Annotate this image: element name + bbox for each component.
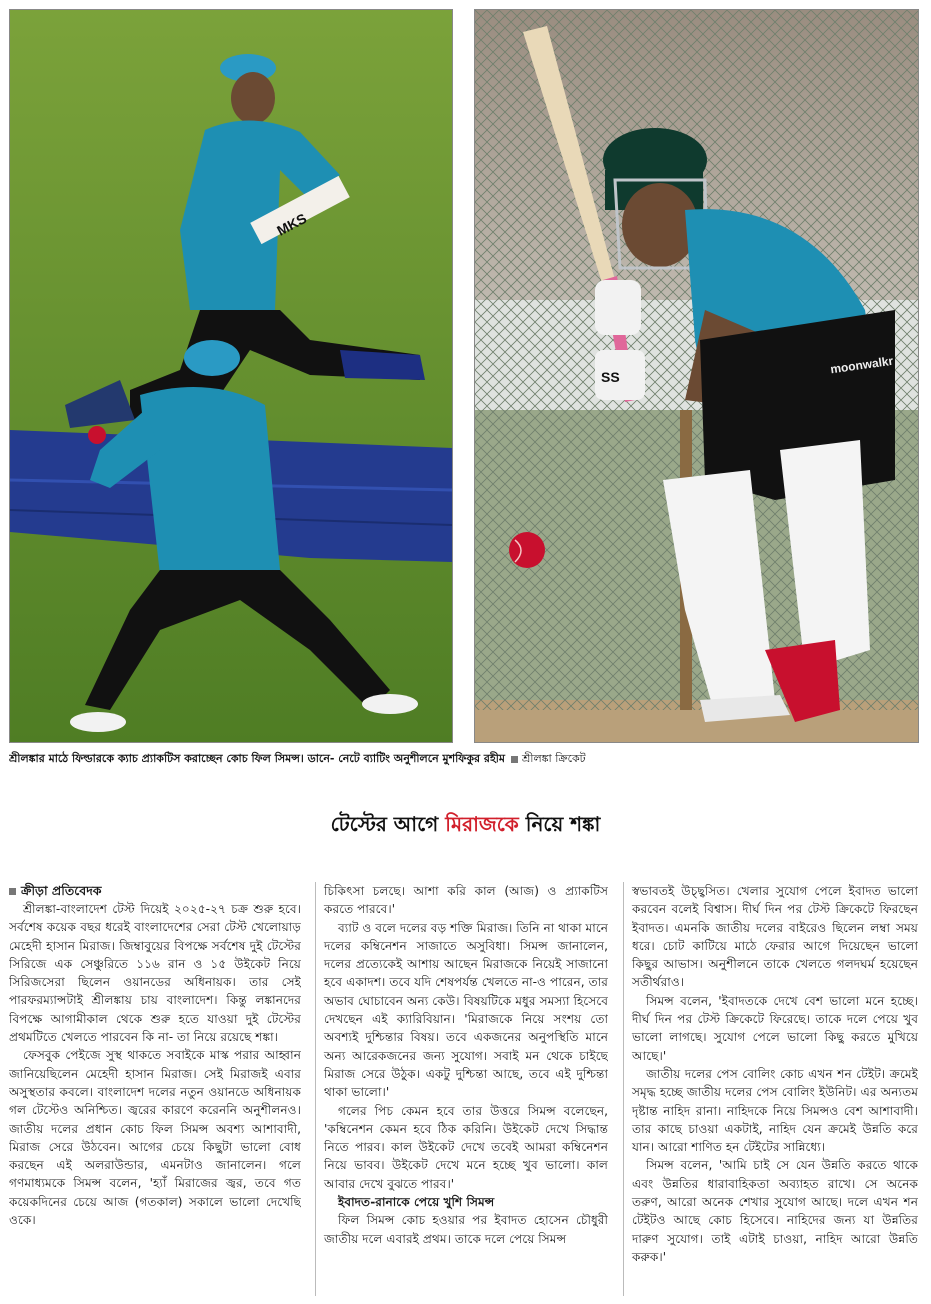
photo-caption (9, 751, 917, 767)
pad-brand-text: moonwalkr (829, 353, 895, 377)
photo-left-illustration (10, 10, 452, 742)
headline-part-1: টেস্টের আগে (330, 812, 446, 836)
caption-separator (511, 756, 518, 763)
headline-part-3: নিয়ে শঙ্কা (518, 812, 601, 836)
paragraph: শ্রীলঙ্কা-বাংলাদেশ টেস্ট দিয়েই ২০২৫-২৭ চক্র শুরু হবে। সর্বশেষ কয়েক বছর ধরেই বাংলাদেশের সেরা টেস্ট খেলোয়াড় মেহেদী হাসান মিরাজ। জিম্বাবুয়ের বিপক্ষে সর্বশেষ দুই টেস্টের সিরিজে এক সেঞ্চুরিতে ১১৬ রান ও ১৫ উইকেট নিয়ে সিরিজসেরা ছিলেন ওয়ানডের অধিনায়ক। তার সেই পারফরম্যান্সটাই শ্রীলঙ্কায় চায় বাংলাদেশ। কিন্তু লঙ্কানদের বিপক্ষে আগামীকাল থেকে শুরু হতে যাওয়া দুই টেস্টের প্রথমটিতে খেলতে পারবেন কি না- তা নিয়ে রয়েছে শঙ্কা। (9, 902, 301, 1045)
photo-credit: শ্রীলঙ্কা ক্রিকেট (522, 752, 586, 765)
paragraph: জাতীয় দলের পেস বোলিং কোচ এখন শন টেইট। ক্রমেই সমৃদ্ধ হচ্ছে জাতীয় দলের পেস বোলিং ইউনিট। এর অন্যতম দৃষ্টান্ত নাহিদ রানা। নাহিদকে নিয়ে সিমন্সও বেশ আশাবাদী। তার কাছে চাওয়া একটাই, নাহিদ যেন ক্রমেই উন্নতি করে যান। আরো শাণিত হন টেইটের সান্নিধ্যে। (632, 1066, 918, 1155)
byline (9, 882, 301, 900)
paragraph: সিমন্স বলেন, 'ইবাদতকে দেখে বেশ ভালো মনে হচ্ছে। দীর্ঘ দিন পর টেস্ট ক্রিকেটে ফিরেছে। তাকে দলে পেয়ে খুব ভালো লাগছে। সুযোগ পেলে ভালো কিছু করতে মুখিয়ে আছে।' (632, 993, 918, 1063)
paragraph: গলের পিচ কেমন হবে তার উত্তরে সিমন্স বলেছেন, 'কম্বিনেশন কেমন হবে ঠিক করিনি। উইকেট দেখে সিদ্ধান্ত নিতে পারব। কাল উইকেট দেখে তবেই আমরা কম্বিনেশন নিয়ে ভাবব। উইকেট দেখে মনে হচ্ছে খুব ভালো। কাল আবার দেখে বুঝতে পারব।' (324, 1103, 608, 1191)
paragraph: ব্যাট ও বলে দলের বড় শক্তি মিরাজ। তিনি না থাকা মানে দলের কম্বিনেশন সাজাতে অসুবিধা। সিমন্স জানালেন, দলের প্রত্যেকেই আশায় আছেন মিরাজকে নিয়েই সাজানো হবে একাদশ। তবে যদি শেষপর্যন্ত খেলতে না-ও পারেন, তার অভাব ঘোচাবেন অন্য কেউ। বিষয়টিকে মধুর সমস্যা হিসেবে দেখছেন এই ক্যারিবিয়ান। 'মিরাজকে নিয়ে সংশয় তো অবশ্যই দুশ্চিন্তার বিষয়। তবে একজনের অনুপস্থিতি মানে অন্য আরেকজনের জন্য সুযোগ। সবাই মন থেকে চাইছে মিরাজ সেরে উঠুক। একটু দুশ্চিন্তা আছে, তবে এই দুশ্চিন্তা থাকা ভালো।' (324, 920, 608, 1100)
caption-text: শ্রীলঙ্কার মাঠে ফিল্ডারকে ক্যাচ প্র্যাকটিস করাচ্ছেন কোচ ফিল সিমন্স। ডানে- নেটে ব্যাটিং অনুশীলনে মুশফিকুর রহীম (9, 752, 506, 765)
article-column-1 (9, 882, 301, 1296)
subheading: ইবাদত-রানাকে পেয়ে খুশি সিমন্স (338, 1195, 495, 1210)
paragraph: ফেসবুক পেইজে সুস্থ থাকতে সবাইকে মাস্ক পরার আহ্বান জানিয়েছিলেন মেহেদী হাসান মিরাজ। সেই মিরাজই এবার অসুস্থতার কবলে। বাংলাদেশ দলের নতুন ওয়ানডে অধিনায়ক গল টেস্টেও অনিশ্চিত। জ্বরের কারণে করেননি অনুশীলনও। জাতীয় দলের প্রধান কোচ ফিল সিমন্স অবশ্য আশাবাদী, মিরাজ সেরে উঠবেন। আগের চেয়ে কিছুটা ভালো বোধ করছেন এই অলরাউন্ডার, এমনটাও জানালেন। গলে গণমাধ্যমকে সিমন্স বলেন, 'হ্যাঁ মিরাজের জ্বর, তবে গত কয়েকদিনের চেয়ে আজ (গতকাল) সকালে ভালো দেখেছি ওকে। (9, 1048, 301, 1228)
headline-highlight: মিরাজকে (445, 812, 519, 836)
paragraph: চিকিৎসা চলছে। আশা করি কাল (আজ) ও প্র্যাকটিস করতে পারবে।' (324, 884, 608, 917)
byline-text: ক্রীড়া প্রতিবেদক (21, 883, 102, 898)
article-body (9, 882, 917, 1296)
photo-batting-nets (474, 9, 919, 743)
paragraph: স্বভাবতই উচ্ছ্বসিত। খেলার সুযোগ পেলে ইবাদত ভালো করবেন বলেই বিশ্বাস। দীর্ঘ দিন পর টেস্ট ক্রিকেটে ফিরছেন ইবাদত। এমনকি জাতীয় দলের বাইরেও ছিলেন লম্বা সময় ধরে। চোট কাটিয়ে মাঠে ফেরার আগে দিয়েছেন ভালো কিছুর আভাস। অনুশীলনে তাকে খেলতে গলদঘর্ম হয়েছেন সতীর্থরাও। (632, 884, 918, 990)
photo-right-illustration (475, 10, 918, 742)
paragraph: সিমন্স বলেন, 'আমি চাই সে যেন উন্নতি করতে থাকে এবং উন্নতির ধারাবাহিকতা অব্যাহত রাখে। সে অনেক তরুণ, আরো অনেক শেখার সুযোগ আছে। দলে এখন শন টেইটও আছে কোচ হিসেবে। নাহিদের জন্য যা উন্নতির দারুণ সুযোগ। তাই এটাই চাওয়া, নাহিদ আরো উন্নতি করুক।' (632, 1158, 918, 1264)
glove-logo-text: SS (601, 369, 620, 385)
photo-coach-fielding-practice (9, 9, 453, 743)
article-column-3 (623, 882, 918, 1296)
byline-bullet (9, 888, 16, 895)
headline (0, 776, 931, 872)
bat-sticker-text: MKS (274, 210, 310, 239)
article-column-2 (315, 882, 608, 1296)
paragraph: ফিল সিমন্স কোচ হওয়ার পর ইবাদত হোসেন চৌধুরী জাতীয় দলে এবারই প্রথম। তাকে দলে পেয়ে সিমন্স (324, 1213, 608, 1246)
